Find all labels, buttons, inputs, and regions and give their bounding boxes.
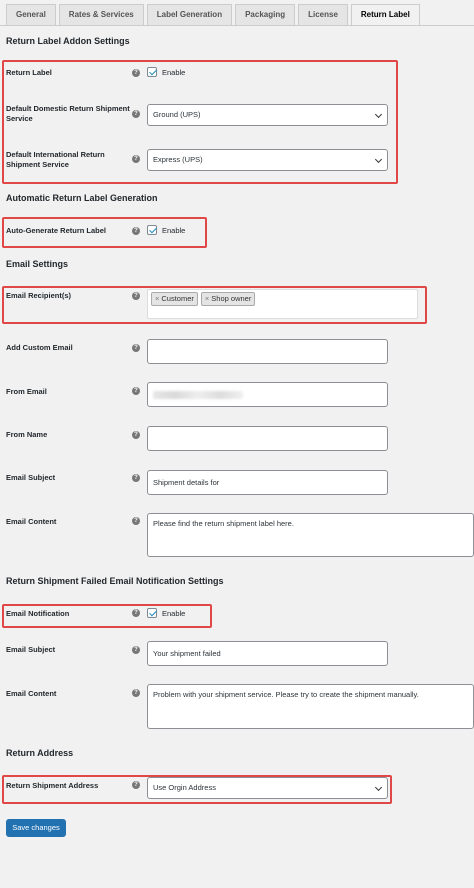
from-name-label: From Name <box>6 430 48 439</box>
return-label-label: Return Label <box>6 68 52 77</box>
highlight-box <box>2 217 207 248</box>
help-icon[interactable]: ? <box>132 609 140 617</box>
from-email-input[interactable] <box>147 382 388 407</box>
auto-generate-label: Auto-Generate Return Label <box>6 226 107 235</box>
email-content-label: Email Content <box>6 517 57 526</box>
highlight-box <box>2 775 392 804</box>
from-name-input[interactable] <box>147 426 388 451</box>
section-title-email: Email Settings <box>6 259 69 269</box>
section-title-failed: Return Shipment Failed Email Notification Settings <box>6 576 224 586</box>
tab-general[interactable]: General <box>6 4 56 25</box>
email-subject-label: Email Subject <box>6 473 56 482</box>
custom-email-input[interactable] <box>147 339 388 364</box>
return-address-value: Use Orgin Address <box>153 783 216 792</box>
failed-email-subject-label: Email Subject <box>6 645 56 654</box>
recipient-chip-label: Customer <box>161 294 194 303</box>
tab-rates-services[interactable]: Rates & Services <box>59 4 144 25</box>
tab-license[interactable]: License <box>298 4 348 25</box>
remove-icon[interactable]: × <box>155 294 160 303</box>
email-notification-label: Email Notification <box>6 609 70 618</box>
failed-email-content-textarea[interactable]: Problem with your shipment service. Please try to create the shipment manually. <box>147 684 474 729</box>
save-changes-button[interactable]: Save changes <box>6 819 66 837</box>
help-icon[interactable]: ? <box>132 474 140 482</box>
help-icon[interactable]: ? <box>132 69 140 77</box>
recipient-chip-label: Shop owner <box>211 294 252 303</box>
highlight-box <box>2 286 427 324</box>
tab-return-label[interactable]: Return Label <box>351 4 420 26</box>
settings-tabs <box>6 4 423 26</box>
tab-packaging[interactable]: Packaging <box>235 4 295 25</box>
help-icon[interactable]: ? <box>132 387 140 395</box>
email-content-textarea[interactable]: Please find the return shipment label here. <box>147 513 474 557</box>
domestic-service-value: Ground (UPS) <box>153 110 201 119</box>
international-service-value: Express (UPS) <box>153 155 203 164</box>
failed-email-content-label: Email Content <box>6 689 57 698</box>
tab-divider <box>0 25 474 26</box>
help-icon[interactable]: ? <box>132 646 140 654</box>
remove-icon[interactable]: × <box>204 294 210 303</box>
help-icon[interactable]: ? <box>132 431 140 439</box>
help-icon[interactable]: ? <box>132 344 140 352</box>
section-title-addon: Return Label Addon Settings <box>6 36 130 46</box>
help-icon[interactable]: ? <box>132 292 140 300</box>
email-recipients-label: Email Recipient(s) <box>6 291 72 300</box>
auto-generate-checkbox-label: Enable <box>162 225 186 235</box>
section-title-address: Return Address <box>6 748 74 758</box>
custom-email-label: Add Custom Email <box>6 343 73 352</box>
international-service-label: Default International Return Shipment Service <box>6 150 105 169</box>
highlight-box <box>2 60 398 184</box>
from-email-label: From Email <box>6 387 47 396</box>
return-label-checkbox-label: Enable <box>162 67 186 77</box>
email-subject-input[interactable]: Shipment details for <box>147 470 388 495</box>
help-icon[interactable]: ? <box>132 110 140 118</box>
failed-email-subject-input[interactable]: Your shipment failed <box>147 641 388 666</box>
domestic-service-label: Default Domestic Return Shipment Service <box>6 104 130 123</box>
tab-label-generation[interactable]: Label Generation <box>147 4 232 25</box>
help-icon[interactable]: ? <box>132 227 140 235</box>
redacted-value <box>153 391 243 399</box>
email-notification-checkbox-label: Enable <box>162 608 186 618</box>
help-icon[interactable]: ? <box>132 155 140 163</box>
help-icon[interactable]: ? <box>132 781 140 789</box>
help-icon[interactable]: ? <box>132 517 140 525</box>
help-icon[interactable]: ? <box>132 689 140 697</box>
highlight-box <box>2 604 212 628</box>
section-title-auto: Automatic Return Label Generation <box>6 193 158 203</box>
return-address-label: Return Shipment Address <box>6 781 99 790</box>
